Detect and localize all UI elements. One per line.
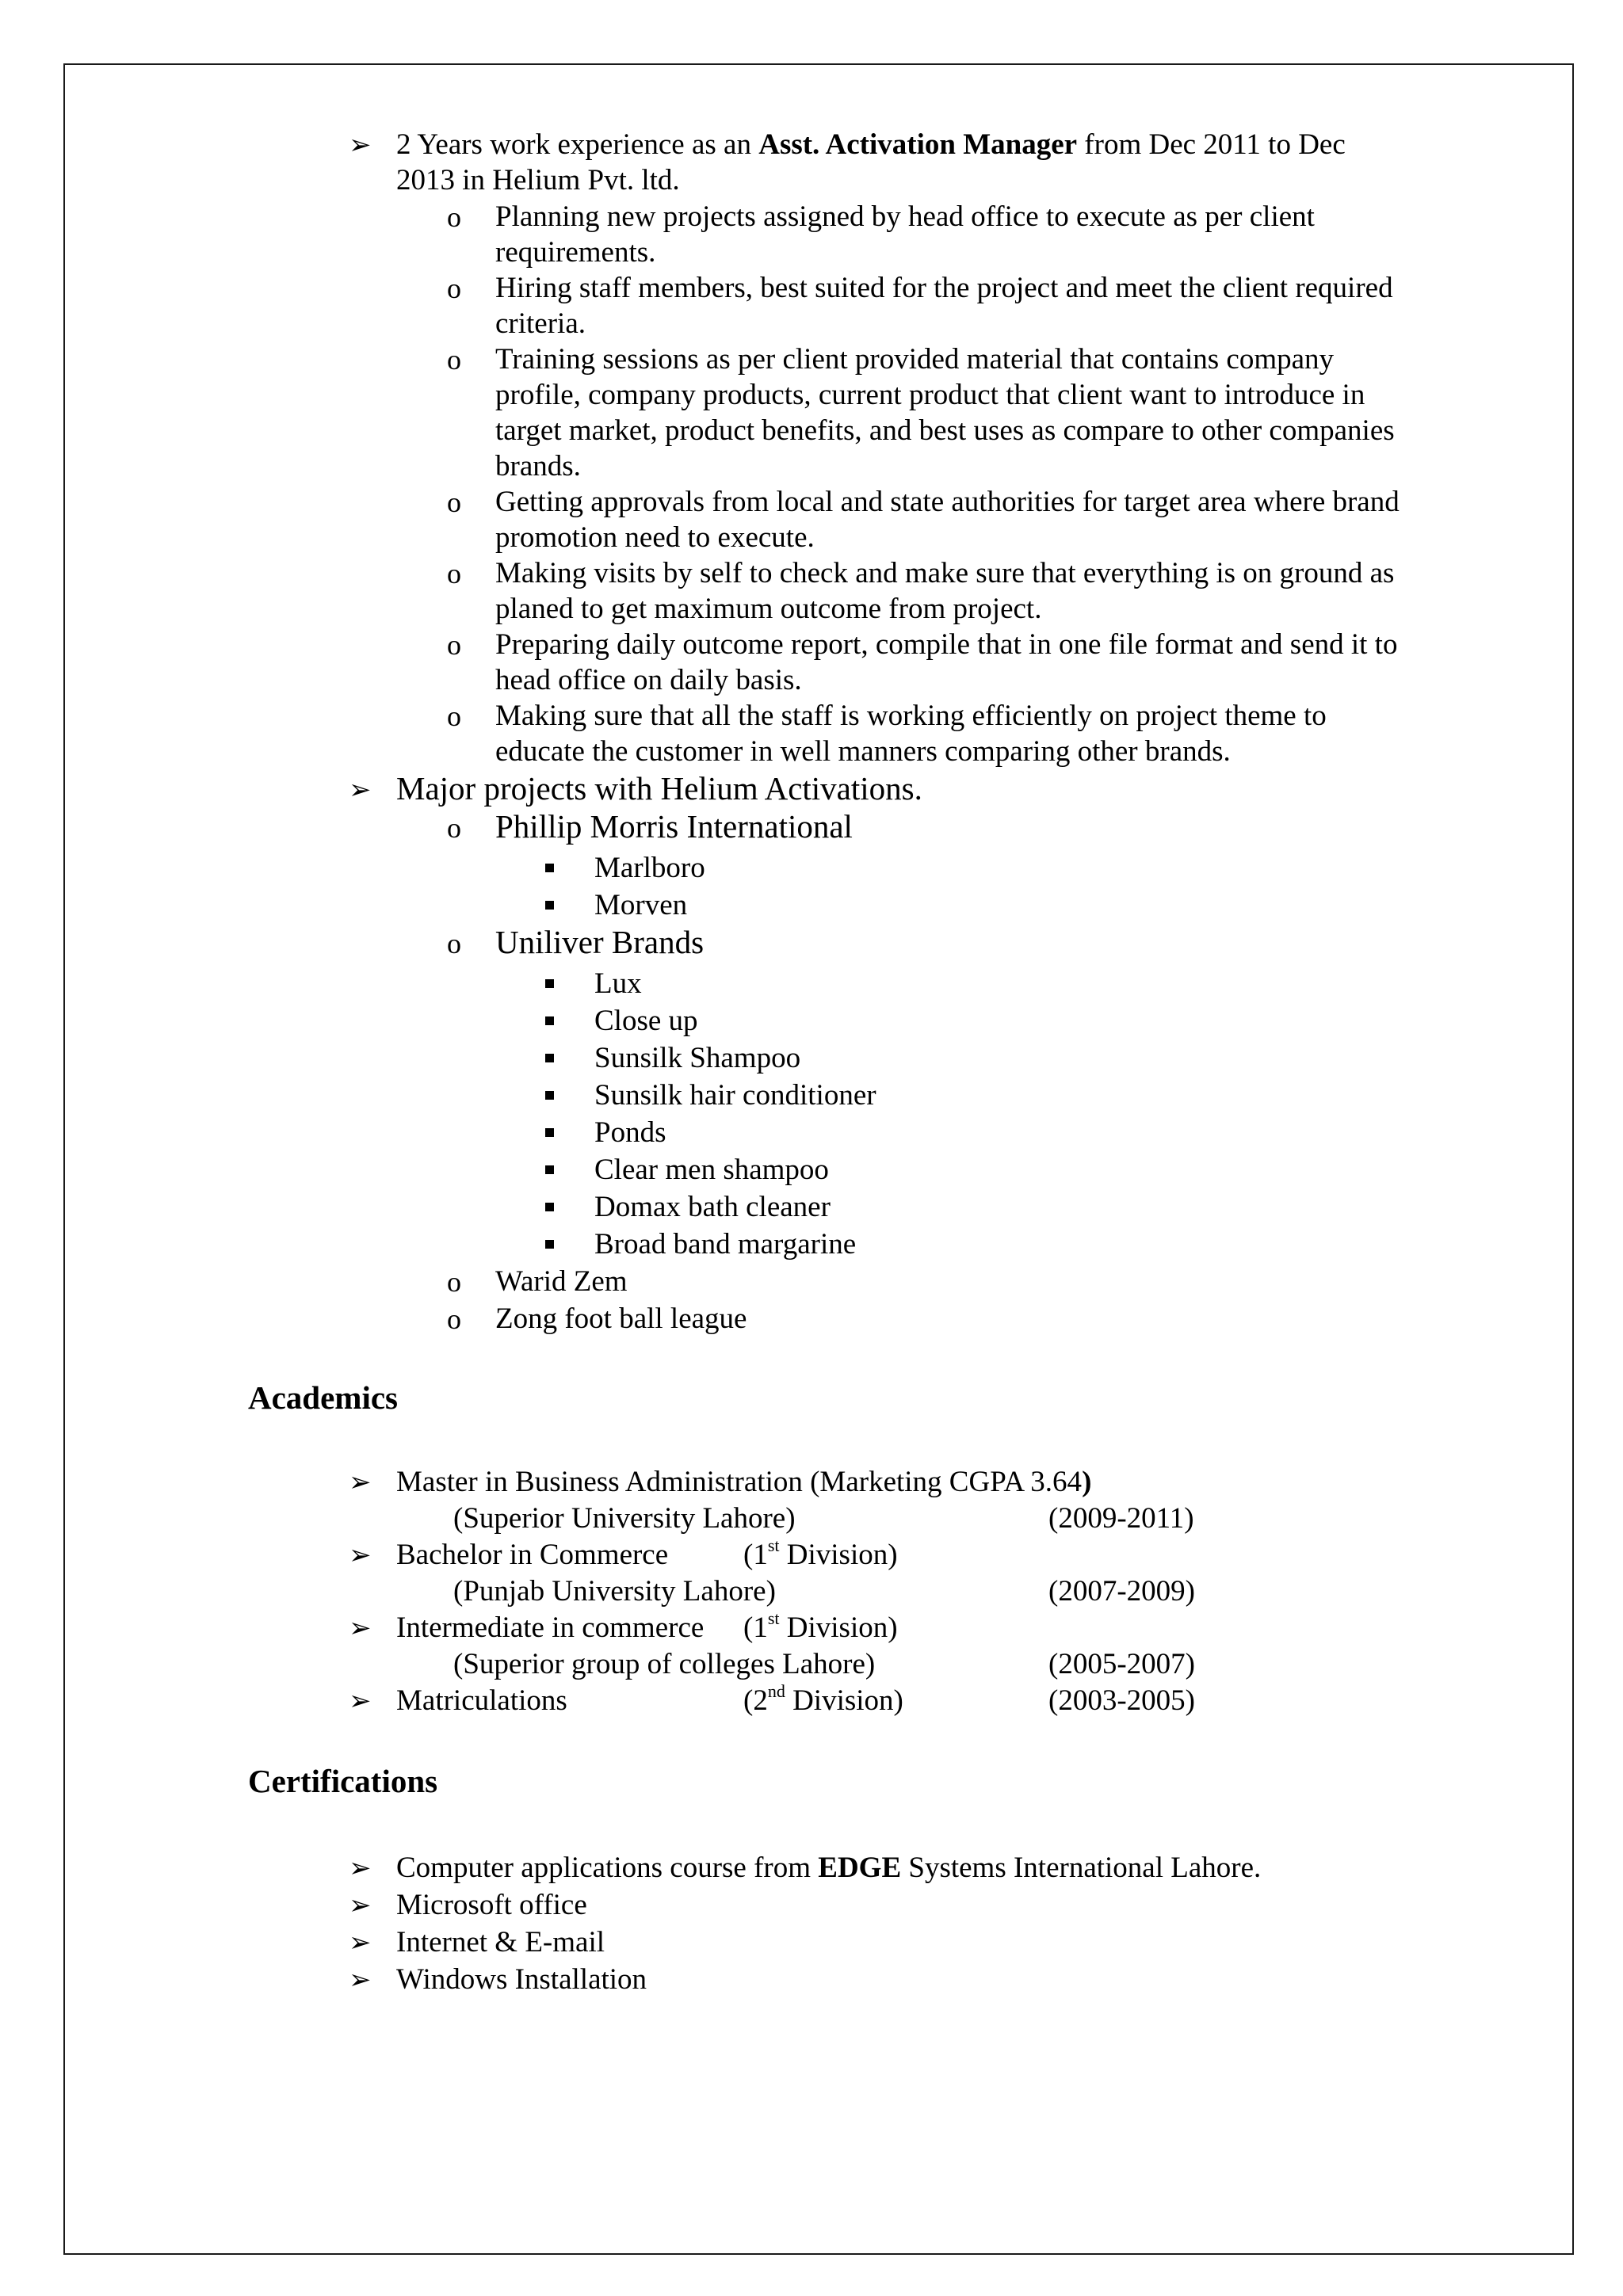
brand-item: Ponds bbox=[594, 1116, 666, 1149]
square-bullet-icon bbox=[545, 1054, 554, 1062]
duty-2-line2: criteria. bbox=[495, 307, 586, 340]
arrow-bullet-icon: ➢ bbox=[349, 1612, 372, 1644]
mba-paren: ) bbox=[1082, 1466, 1092, 1498]
mba-years: (2009-2011) bbox=[1048, 1502, 1194, 1535]
icom-division bbox=[743, 1610, 898, 1646]
cert-microsoft-office: Microsoft office bbox=[396, 1889, 587, 1921]
duty-2-line1: Hiring staff members, best suited for the project and meet the client required bbox=[495, 272, 1393, 304]
cert-internet-email: Internet & E-mail bbox=[396, 1926, 605, 1958]
matric-div-rest: Division) bbox=[785, 1684, 903, 1717]
duty-7-line2: educate the customer in well manners comparing other brands. bbox=[495, 735, 1231, 768]
arrow-bullet-icon: ➢ bbox=[349, 129, 372, 161]
cert-computer-applications bbox=[396, 1850, 1261, 1886]
client-unilever: Uniliver Brands bbox=[495, 924, 705, 960]
certifications-heading: Certifications bbox=[248, 1763, 438, 1799]
client-zong: Zong foot ball league bbox=[495, 1302, 747, 1335]
projects-heading: Major projects with Helium Activations. bbox=[396, 770, 922, 807]
circle-bullet-icon: o bbox=[447, 201, 461, 233]
duty-5-line2: planed to get maximum outcome from project. bbox=[495, 593, 1042, 625]
experience-intro-line2: 2013 in Helium Pvt. ltd. bbox=[396, 164, 680, 196]
cert-1-pre: Computer applications course from bbox=[396, 1852, 819, 1884]
square-bullet-icon bbox=[545, 1203, 554, 1211]
bcom-title: Bachelor in Commerce bbox=[396, 1539, 669, 1571]
duty-6-line1: Preparing daily outcome report, compile that in one file format and send it to bbox=[495, 628, 1398, 661]
circle-bullet-icon: o bbox=[447, 629, 461, 661]
matric-div-sup: nd bbox=[767, 1680, 785, 1701]
duty-3-line4: brands. bbox=[495, 450, 581, 482]
mba-text: Master in Business Administration (Marketing CGPA 3.64 bbox=[396, 1466, 1083, 1498]
arrow-bullet-icon: ➢ bbox=[349, 1890, 372, 1921]
brand-item: Sunsilk hair conditioner bbox=[594, 1079, 876, 1112]
square-bullet-icon bbox=[545, 1091, 554, 1100]
icom-school: (Superior group of colleges Lahore) bbox=[453, 1648, 876, 1680]
duty-7-line1: Making sure that all the staff is working efficiently on project theme to bbox=[495, 700, 1327, 732]
square-bullet-icon bbox=[545, 1016, 554, 1025]
client-warid: Warid Zem bbox=[495, 1265, 628, 1298]
arrow-bullet-icon: ➢ bbox=[349, 1685, 372, 1717]
matric-division bbox=[743, 1680, 903, 1719]
matric-years: (2003-2005) bbox=[1048, 1684, 1195, 1717]
bcom-school: (Punjab University Lahore) bbox=[453, 1575, 776, 1608]
square-bullet-icon bbox=[545, 1128, 554, 1137]
arrow-bullet-icon: ➢ bbox=[349, 774, 372, 806]
cert-1-post: Systems International Lahore. bbox=[901, 1852, 1262, 1884]
duty-5-line1: Making visits by self to check and make sure that everything is on ground as bbox=[495, 557, 1395, 589]
experience-intro-post: from Dec 2011 to Dec bbox=[1084, 128, 1346, 161]
cert-windows-installation: Windows Installation bbox=[396, 1963, 647, 1996]
duty-6-line2: head office on daily basis. bbox=[495, 664, 802, 696]
arrow-bullet-icon: ➢ bbox=[349, 1466, 372, 1498]
square-bullet-icon bbox=[545, 864, 554, 872]
circle-bullet-icon: o bbox=[447, 344, 461, 376]
job-title: Asst. Activation Manager bbox=[758, 128, 1078, 161]
brand-item: Marlboro bbox=[594, 852, 705, 884]
mba-title bbox=[396, 1464, 1091, 1501]
matric-title: Matriculations bbox=[396, 1684, 567, 1717]
circle-bullet-icon: o bbox=[447, 928, 461, 959]
icom-div-open: (1 bbox=[743, 1611, 768, 1644]
brand-item: Lux bbox=[594, 967, 642, 1000]
circle-bullet-icon: o bbox=[447, 1266, 461, 1298]
circle-bullet-icon: o bbox=[447, 812, 461, 844]
brand-item: Clear men shampoo bbox=[594, 1154, 829, 1186]
circle-bullet-icon: o bbox=[447, 273, 461, 304]
duty-3-line1: Training sessions as per client provided material that contains company bbox=[495, 343, 1335, 376]
square-bullet-icon bbox=[545, 1165, 554, 1174]
client-philip-morris: Phillip Morris International bbox=[495, 808, 853, 845]
arrow-bullet-icon: ➢ bbox=[349, 1539, 372, 1571]
circle-bullet-icon: o bbox=[447, 558, 461, 589]
academics-heading: Academics bbox=[248, 1379, 399, 1416]
matric-div-open: (2 bbox=[743, 1684, 768, 1717]
mba-school: (Superior University Lahore) bbox=[453, 1502, 796, 1535]
icom-div-sup: st bbox=[767, 1608, 780, 1628]
arrow-bullet-icon: ➢ bbox=[349, 1964, 372, 1996]
square-bullet-icon bbox=[545, 979, 554, 988]
circle-bullet-icon: o bbox=[447, 486, 461, 518]
arrow-bullet-icon: ➢ bbox=[349, 1852, 372, 1884]
bcom-division bbox=[743, 1537, 898, 1573]
bcom-div-sup: st bbox=[767, 1535, 780, 1555]
duty-4-line2: promotion need to execute. bbox=[495, 521, 815, 554]
bcom-years: (2007-2009) bbox=[1048, 1575, 1195, 1608]
brand-item: Sunsilk Shampoo bbox=[594, 1042, 801, 1074]
duty-1-line2: requirements. bbox=[495, 236, 656, 269]
brand-item: Broad band margarine bbox=[594, 1228, 857, 1261]
icom-years: (2005-2007) bbox=[1048, 1648, 1195, 1680]
duty-3-line3: target market, product benefits, and best uses as compare to other companies bbox=[495, 414, 1395, 447]
cert-1-institute: EDGE bbox=[818, 1852, 902, 1884]
duty-4-line1: Getting approvals from local and state authorities for target area where brand bbox=[495, 486, 1400, 518]
circle-bullet-icon: o bbox=[447, 700, 461, 732]
square-bullet-icon bbox=[545, 1240, 554, 1249]
duty-3-line2: profile, company products, current product that client want to introduce in bbox=[495, 379, 1365, 411]
icom-div-rest: Division) bbox=[779, 1611, 898, 1644]
arrow-bullet-icon: ➢ bbox=[349, 1927, 372, 1958]
experience-intro-pre: 2 Years work experience as an bbox=[396, 128, 751, 161]
circle-bullet-icon: o bbox=[447, 1303, 461, 1335]
bcom-div-rest: Division) bbox=[779, 1539, 898, 1571]
duty-1-line1: Planning new projects assigned by head office to execute as per client bbox=[495, 200, 1315, 233]
brand-item: Domax bath cleaner bbox=[594, 1191, 831, 1223]
bcom-div-open: (1 bbox=[743, 1539, 768, 1571]
experience-intro-line1 bbox=[396, 127, 1346, 163]
brand-item: Morven bbox=[594, 889, 688, 921]
square-bullet-icon bbox=[545, 901, 554, 910]
brand-item: Close up bbox=[594, 1005, 698, 1037]
icom-title: Intermediate in commerce bbox=[396, 1611, 705, 1644]
